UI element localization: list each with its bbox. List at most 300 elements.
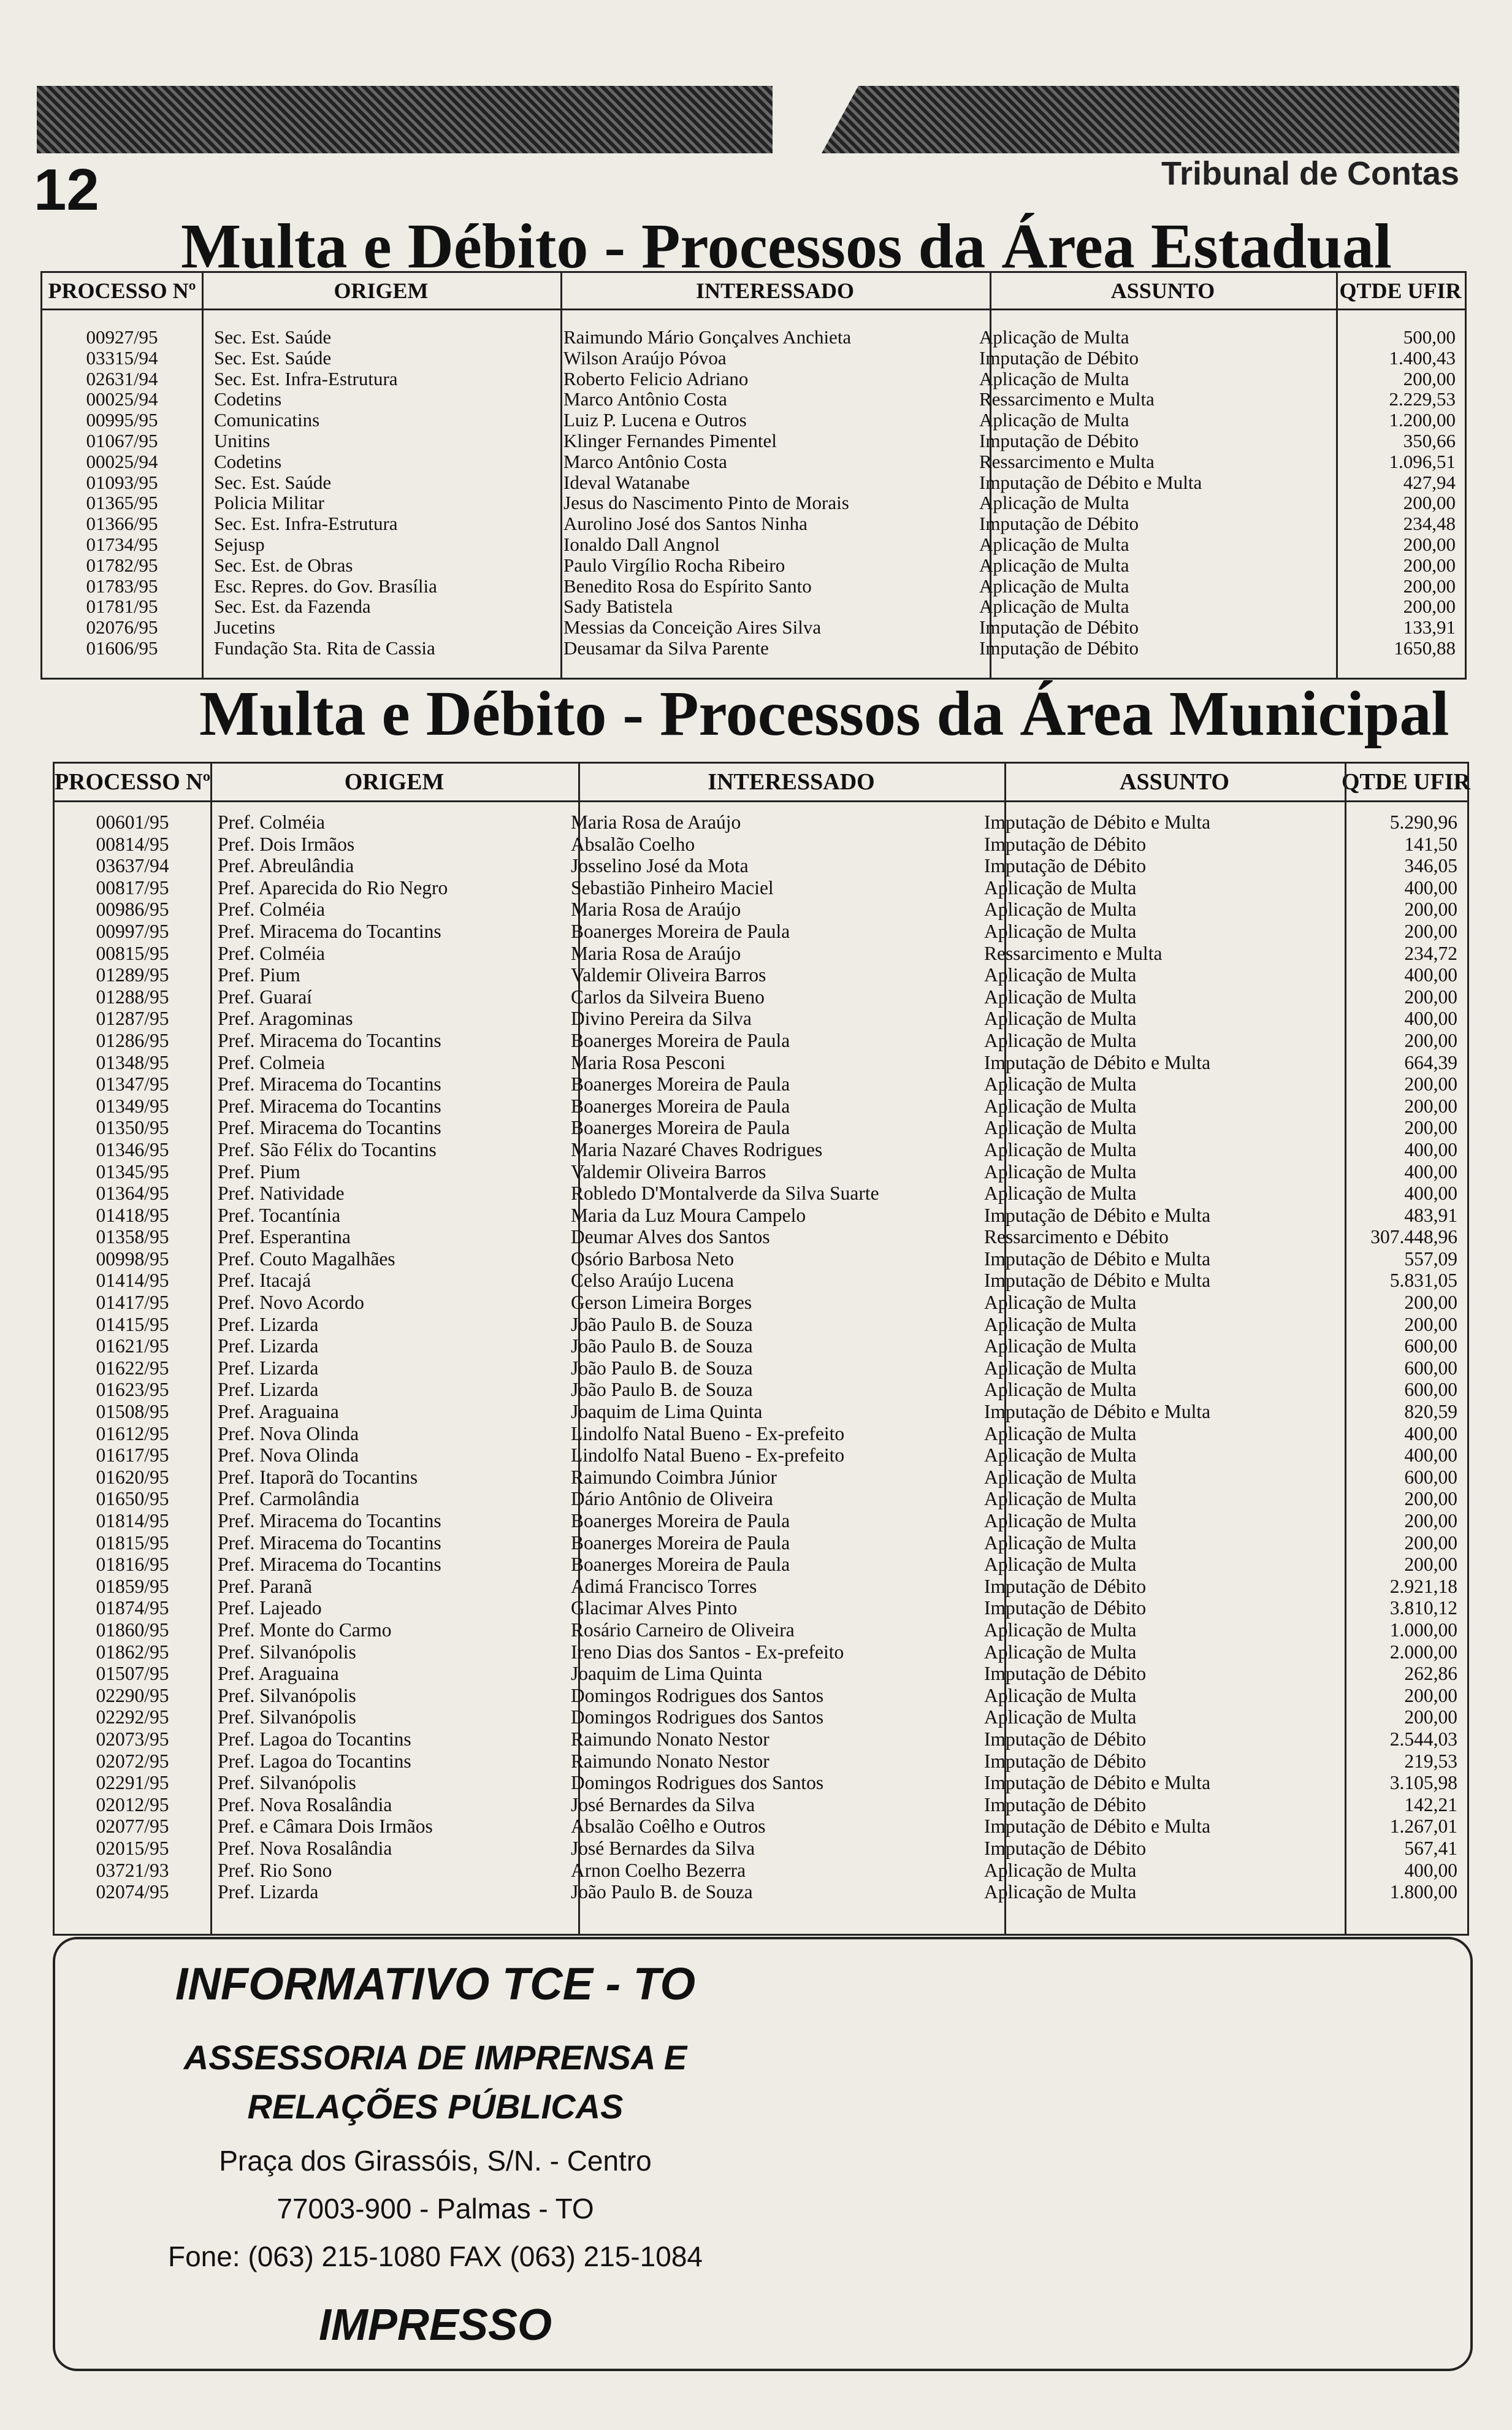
- table-cell: 02015/95: [96, 1837, 169, 1859]
- table-cell: 02076/95: [86, 616, 158, 638]
- table-cell: Aplicação de Multa: [984, 1444, 1137, 1466]
- table-cell: 02077/95: [96, 1815, 169, 1838]
- table-cell: Aplicação de Multa: [984, 1619, 1137, 1641]
- table-cell: 00814/95: [96, 833, 169, 855]
- table-cell: 200,00: [1404, 1531, 1457, 1554]
- header-interessado: INTERESSADO: [708, 769, 875, 795]
- table-cell: 01781/95: [86, 596, 158, 618]
- table-cell: Absalão Coêlho e Outros: [571, 1815, 766, 1838]
- table-cell: Ireno Dias dos Santos - Ex-prefeito: [571, 1641, 844, 1663]
- table-cell: 346,05: [1404, 855, 1457, 877]
- header-band-left: [37, 86, 773, 153]
- table-cell: Pref. Lizarda: [218, 1335, 319, 1357]
- table-cell: Imputação de Débito: [979, 429, 1139, 451]
- table-cell: Pref. Araguaina: [218, 1401, 339, 1423]
- table-cell: 1.800,00: [1389, 1881, 1457, 1903]
- phone-line: Fone: (063) 215-1080 FAX (063) 215-1084: [167, 2240, 703, 2272]
- table-cell: 500,00: [1403, 326, 1456, 348]
- table-cell: 200,00: [1404, 1684, 1457, 1706]
- table-cell: 200,00: [1404, 1313, 1457, 1335]
- column-assunto: [979, 327, 1202, 659]
- table-municipal: [53, 762, 1469, 1936]
- table-cell: Josselino José da Mota: [571, 855, 749, 877]
- column-origem: [218, 811, 448, 1903]
- table-cell: Aplicação de Multa: [984, 1117, 1137, 1139]
- table-cell: Pref. Colméia: [218, 942, 325, 964]
- relacoes-line: RELAÇÕES PÚBLICAS: [247, 2087, 624, 2126]
- table-cell: 1.267,01: [1389, 1815, 1457, 1838]
- table-cell: 200,00: [1404, 899, 1457, 921]
- table-cell: Aplicação de Multa: [984, 1641, 1137, 1663]
- table-cell: 00815/95: [96, 942, 169, 964]
- table-cell: Aplicação de Multa: [984, 1379, 1137, 1401]
- table-cell: Aplicação de Multa: [984, 1335, 1137, 1357]
- table-cell: Imputação de Débito e Multa: [984, 1248, 1211, 1270]
- header-qtde: QTDE UFIR: [1341, 769, 1471, 795]
- table-header: [42, 273, 1465, 310]
- table-cell: Aplicação de Multa: [984, 1859, 1137, 1881]
- table-cell: 664,39: [1404, 1051, 1457, 1073]
- table-cell: 01345/95: [96, 1160, 169, 1182]
- table-cell: 200,00: [1404, 1117, 1457, 1139]
- table-cell: Pref. Miracema do Tocantins: [218, 1554, 441, 1576]
- table-cell: Lindolfo Natal Bueno - Ex-prefeito: [571, 1422, 845, 1444]
- table-cell: Boanerges Moreira de Paula: [571, 1117, 790, 1139]
- header-qtde: QTDE UFIR: [1339, 278, 1462, 303]
- table-cell: Aplicação de Multa: [979, 554, 1129, 576]
- table-cell: 142,21: [1404, 1793, 1457, 1815]
- table-cell: João Paulo B. de Souza: [571, 1335, 753, 1357]
- table-cell: 01650/95: [96, 1488, 169, 1510]
- table-cell: 01348/95: [96, 1051, 169, 1073]
- table-cell: Esc. Repres. do Gov. Brasília: [214, 575, 437, 597]
- header-origem: ORIGEM: [344, 769, 445, 795]
- table-cell: 01860/95: [96, 1619, 169, 1641]
- table-cell: 600,00: [1404, 1466, 1457, 1488]
- table-cell: Aplicação de Multa: [984, 1160, 1137, 1182]
- table-cell: Sec. Est. Infra-Estrutura: [214, 367, 398, 389]
- table-cell: Sec. Est. Saúde: [214, 326, 332, 348]
- table-cell: Pref. Silvanópolis: [218, 1772, 356, 1794]
- table-cell: 3.105,98: [1389, 1772, 1457, 1794]
- table-cell: Pref. e Câmara Dois Irmãos: [218, 1815, 433, 1838]
- table-cell: Policia Militar: [214, 492, 324, 514]
- table-cell: Aplicação de Multa: [979, 492, 1129, 514]
- table-cell: 02291/95: [96, 1772, 169, 1794]
- table-cell: 307.448,96: [1370, 1226, 1457, 1248]
- table-cell: 01288/95: [96, 986, 169, 1008]
- table-cell: Divino Pereira da Silva: [571, 1008, 752, 1030]
- table-cell: 01620/95: [96, 1466, 169, 1488]
- table-cell: Aplicação de Multa: [984, 1357, 1137, 1379]
- table-cell: Pref. Couto Magalhães: [218, 1248, 395, 1270]
- table-cell: Pref. Silvanópolis: [218, 1684, 356, 1706]
- table-cell: 01783/95: [86, 575, 158, 597]
- table-cell: 1.000,00: [1389, 1619, 1457, 1641]
- table-cell: 01093/95: [86, 471, 158, 493]
- table-cell: 01418/95: [96, 1204, 169, 1226]
- impresso-label: IMPRESSO: [318, 2301, 552, 2350]
- informativo-box: [53, 1937, 1473, 2371]
- table-cell: 00025/94: [86, 450, 158, 472]
- table-cell: Aplicação de Multa: [984, 1292, 1137, 1314]
- table-cell: Aplicação de Multa: [984, 1684, 1137, 1706]
- table-cell: Aplicação de Multa: [984, 1095, 1137, 1117]
- table-cell: Sady Batistela: [563, 596, 673, 618]
- table-cell: Osório Barbosa Neto: [571, 1248, 734, 1270]
- table-cell: Raimundo Mário Gonçalves Anchieta: [563, 326, 852, 348]
- table-cell: 1.096,51: [1389, 450, 1456, 472]
- table-cell: Pref. Novo Acordo: [218, 1292, 364, 1314]
- table-cell: 1.200,00: [1389, 409, 1456, 431]
- table-cell: 219,53: [1404, 1750, 1457, 1772]
- table-cell: 01350/95: [96, 1117, 169, 1139]
- header-processo: PROCESSO Nº: [48, 278, 196, 303]
- header-origem: ORIGEM: [334, 278, 429, 303]
- table-cell: 200,00: [1403, 596, 1456, 618]
- table-cell: 133,91: [1403, 616, 1456, 638]
- table-cell: Pref. Monte do Carmo: [218, 1619, 392, 1641]
- table-cell: Aplicação de Multa: [984, 1881, 1137, 1903]
- column-origem: [214, 327, 437, 659]
- table-cell: Ressarcimento e Multa: [979, 450, 1155, 472]
- table-cell: Jucetins: [214, 616, 275, 638]
- table-cell: Aplicação de Multa: [984, 1531, 1137, 1554]
- table-cell: Unitins: [214, 429, 270, 451]
- table-cell: Aplicação de Multa: [984, 1313, 1137, 1335]
- table-cell: Sec. Est. Saúde: [214, 471, 332, 493]
- table-cell: Aplicação de Multa: [984, 920, 1137, 942]
- table-cell: 01874/95: [96, 1597, 169, 1619]
- table-cell: Adimá Francisco Torres: [571, 1575, 757, 1597]
- table-cell: Pref. Pium: [218, 1160, 300, 1182]
- table-cell: 5.290,96: [1389, 811, 1457, 833]
- table-cell: 400,00: [1404, 1160, 1457, 1182]
- table-cell: Raimundo Nonato Nestor: [571, 1750, 769, 1772]
- table-cell: Arnon Coelho Bezerra: [571, 1859, 746, 1881]
- table-cell: Pref. Miracema do Tocantins: [218, 1531, 441, 1554]
- table-cell: Sec. Est. Infra-Estrutura: [214, 513, 398, 535]
- column-divider: [560, 273, 562, 678]
- table-cell: Pref. Miracema do Tocantins: [218, 1117, 441, 1139]
- table-cell: Sejusp: [214, 533, 265, 555]
- table-cell: Klinger Fernandes Pimentel: [563, 429, 777, 451]
- table-cell: Aplicação de Multa: [979, 409, 1129, 431]
- table-cell: Pref. Colmeia: [218, 1051, 325, 1073]
- table-cell: 01782/95: [86, 554, 158, 576]
- table-cell: 400,00: [1404, 1138, 1457, 1160]
- table-cell: Pref. Esperantina: [218, 1226, 351, 1248]
- table-cell: Pref. Pium: [218, 964, 300, 986]
- table-cell: Pref. Aparecida do Rio Negro: [218, 876, 448, 899]
- table-cell: 234,72: [1404, 942, 1457, 964]
- table-cell: Imputação de Débito: [984, 833, 1147, 855]
- cep-line: 77003-900 - Palmas - TO: [277, 2193, 594, 2225]
- table-cell: Aplicação de Multa: [984, 1029, 1137, 1051]
- table-estadual: [40, 271, 1467, 680]
- table-cell: Valdemir Oliveira Barros: [571, 1160, 766, 1182]
- table-cell: Pref. Natividade: [218, 1182, 345, 1205]
- table-cell: Lindolfo Natal Bueno - Ex-prefeito: [571, 1444, 845, 1466]
- table-cell: Imputação de Débito e Multa: [984, 811, 1211, 833]
- table-cell: 01622/95: [96, 1357, 169, 1379]
- table-cell: Aplicação de Multa: [984, 1706, 1137, 1728]
- table-header: [54, 764, 1471, 802]
- table-cell: 00025/94: [86, 388, 158, 410]
- table-cell: Pref. Itacajá: [218, 1270, 311, 1292]
- address-line: Praça dos Girassóis, S/N. - Centro: [219, 2145, 652, 2177]
- column-assunto: [984, 811, 1210, 1903]
- table-cell: Pref. Paranã: [218, 1575, 312, 1597]
- table-cell: Aplicação de Multa: [979, 575, 1129, 597]
- table-cell: Aplicação de Multa: [984, 1138, 1137, 1160]
- header-band-right: [822, 86, 1459, 153]
- table-cell: Aplicação de Multa: [984, 876, 1137, 899]
- table-cell: 00601/95: [96, 811, 169, 833]
- table-cell: Aplicação de Multa: [984, 1182, 1137, 1205]
- table-cell: Pref. Lizarda: [218, 1357, 319, 1379]
- table-cell: 01621/95: [96, 1335, 169, 1357]
- table-cell: 01814/95: [96, 1510, 169, 1531]
- table-cell: 03315/94: [86, 347, 158, 369]
- table-cell: 02631/94: [86, 367, 158, 389]
- table-cell: Marco Antônio Costa: [563, 450, 727, 472]
- table-cell: Aplicação de Multa: [984, 1422, 1137, 1444]
- table-cell: Imputação de Débito: [984, 1597, 1147, 1619]
- table-cell: 5.831,05: [1389, 1270, 1457, 1292]
- table-cell: 02292/95: [96, 1706, 169, 1728]
- table-cell: 557,09: [1404, 1248, 1457, 1270]
- table-cell: 02012/95: [96, 1793, 169, 1815]
- table-cell: Pref. Tocantínia: [218, 1204, 341, 1226]
- table-cell: 600,00: [1404, 1379, 1457, 1401]
- table-cell: Glacimar Alves Pinto: [571, 1597, 738, 1619]
- table-cell: 400,00: [1404, 1444, 1457, 1466]
- table-cell: Pref. Nova Olinda: [218, 1444, 359, 1466]
- table-cell: 200,00: [1404, 986, 1457, 1008]
- table-cell: 01364/95: [96, 1182, 169, 1205]
- table-cell: 01415/95: [96, 1313, 169, 1335]
- table-cell: 00995/95: [86, 409, 158, 431]
- table-cell: Aplicação de Multa: [984, 1466, 1137, 1488]
- table-cell: Pref. Nova Rosalândia: [218, 1837, 392, 1859]
- table-cell: José Bernardes da Silva: [571, 1837, 755, 1859]
- table-cell: 01507/95: [96, 1663, 169, 1685]
- table-cell: Imputação de Débito: [979, 347, 1139, 369]
- table-cell: João Paulo B. de Souza: [571, 1881, 753, 1903]
- column-interessado: [563, 327, 851, 659]
- header-processo: PROCESSO Nº: [54, 769, 211, 795]
- table-cell: Pref. Abreulândia: [218, 855, 354, 877]
- table-cell: Pref. Miracema do Tocantins: [218, 920, 441, 942]
- table-cell: 400,00: [1404, 876, 1457, 899]
- table-cell: 01816/95: [96, 1554, 169, 1576]
- table-cell: Imputação de Débito: [979, 513, 1139, 535]
- table-cell: Robledo D'Montalverde da Silva Suarte: [571, 1182, 879, 1205]
- table-cell: 600,00: [1404, 1357, 1457, 1379]
- table-cell: 01859/95: [96, 1575, 169, 1597]
- table-cell: 01612/95: [96, 1422, 169, 1444]
- table-cell: Boanerges Moreira de Paula: [571, 1510, 790, 1531]
- table-cell: 00927/95: [86, 326, 158, 348]
- table-cell: Imputação de Débito: [984, 1793, 1147, 1815]
- table-cell: Valdemir Oliveira Barros: [571, 964, 766, 986]
- table-cell: 200,00: [1404, 1706, 1457, 1728]
- table-cell: Aplicação de Multa: [979, 596, 1129, 618]
- table-cell: 200,00: [1404, 1554, 1457, 1576]
- table-cell: Comunicatins: [214, 409, 320, 431]
- table-cell: 01349/95: [96, 1095, 169, 1117]
- table-cell: Domingos Rodrigues dos Santos: [571, 1684, 824, 1706]
- table-cell: Jesus do Nascimento Pinto de Morais: [563, 492, 849, 514]
- table-cell: Imputação de Débito: [984, 1575, 1147, 1597]
- table-cell: 400,00: [1404, 964, 1457, 986]
- column-processo: [55, 811, 210, 1903]
- table-cell: Pref. Lajeado: [218, 1597, 322, 1619]
- table-cell: Absalão Coelho: [571, 833, 695, 855]
- table-cell: 400,00: [1404, 1182, 1457, 1205]
- table-cell: Pref. Guaraí: [218, 986, 312, 1008]
- table-cell: 01365/95: [86, 492, 158, 514]
- table-cell: Maria Nazaré Chaves Rodrigues: [571, 1138, 823, 1160]
- table-cell: Wilson Araújo Póvoa: [563, 347, 727, 369]
- table-cell: Ressarcimento e Débito: [984, 1226, 1169, 1248]
- table-cell: Joaquim de Lima Quinta: [571, 1401, 763, 1423]
- table-cell: Aplicação de Multa: [984, 1488, 1137, 1510]
- table-cell: 600,00: [1404, 1335, 1457, 1357]
- table-cell: Ideval Watanabe: [563, 471, 690, 493]
- table-cell: 3.810,12: [1389, 1597, 1457, 1619]
- table-cell: 2.544,03: [1389, 1728, 1457, 1750]
- table-cell: 1650,88: [1394, 637, 1456, 659]
- table-cell: 00997/95: [96, 920, 169, 942]
- table-cell: 400,00: [1404, 1859, 1457, 1881]
- table-cell: Pref. Silvanópolis: [218, 1641, 356, 1663]
- table-cell: Raimundo Coimbra Júnior: [571, 1466, 777, 1488]
- table-cell: 01617/95: [96, 1444, 169, 1466]
- table-cell: Imputação de Débito e Multa: [984, 1772, 1211, 1794]
- table-cell: Imputação de Débito: [984, 1728, 1147, 1750]
- table-cell: Pref. Lizarda: [218, 1313, 319, 1335]
- table-cell: 03721/93: [96, 1859, 169, 1881]
- table-cell: 262,86: [1404, 1663, 1457, 1685]
- table-cell: 200,00: [1404, 1488, 1457, 1510]
- table-cell: Pref. Nova Rosalândia: [218, 1793, 392, 1815]
- table-cell: 02290/95: [96, 1684, 169, 1706]
- table-cell: João Paulo B. de Souza: [571, 1379, 753, 1401]
- table-cell: Benedito Rosa do Espírito Santo: [563, 575, 812, 597]
- table-cell: Fundação Sta. Rita de Cassia: [214, 637, 435, 659]
- page-number: 12: [34, 157, 99, 223]
- table-cell: 01067/95: [86, 429, 158, 451]
- table-cell: Aurolino José dos Santos Ninha: [563, 513, 808, 535]
- table-cell: Boanerges Moreira de Paula: [571, 920, 790, 942]
- table-cell: Boanerges Moreira de Paula: [571, 1029, 790, 1051]
- table-cell: 200,00: [1404, 1095, 1457, 1117]
- table-cell: 1.400,43: [1389, 347, 1456, 369]
- table-cell: Domingos Rodrigues dos Santos: [571, 1706, 824, 1728]
- section-title-municipal: Multa e Débito - Processos da Área Municipal: [199, 678, 1449, 749]
- table-cell: Pref. Miracema do Tocantins: [218, 1029, 441, 1051]
- table-cell: 01862/95: [96, 1641, 169, 1663]
- table-cell: Ionaldo Dall Angnol: [563, 533, 720, 555]
- table-cell: Pref. Carmolândia: [218, 1488, 359, 1510]
- table-cell: Pref. Miracema do Tocantins: [218, 1510, 441, 1531]
- table-cell: Imputação de Débito e Multa: [984, 1051, 1211, 1073]
- table-cell: 00817/95: [96, 876, 169, 899]
- table-cell: Imputação de Débito: [984, 1663, 1147, 1685]
- table-cell: 01606/95: [86, 637, 158, 659]
- header-interessado: INTERESSADO: [695, 278, 855, 303]
- table-cell: Raimundo Nonato Nestor: [571, 1728, 769, 1750]
- table-cell: 400,00: [1404, 1422, 1457, 1444]
- table-cell: Pref. São Félix do Tocantins: [218, 1138, 437, 1160]
- table-cell: Aplicação de Multa: [984, 1510, 1137, 1531]
- table-cell: João Paulo B. de Souza: [571, 1313, 753, 1335]
- table-cell: 01417/95: [96, 1292, 169, 1314]
- table-cell: 200,00: [1403, 367, 1456, 389]
- table-cell: Pref. Miracema do Tocantins: [218, 1095, 441, 1117]
- table-cell: 567,41: [1404, 1837, 1457, 1859]
- table-cell: Aplicação de Multa: [984, 1554, 1137, 1576]
- table-cell: Domingos Rodrigues dos Santos: [571, 1772, 824, 1794]
- table-cell: Sec. Est. Saúde: [214, 347, 332, 369]
- table-cell: Imputação de Débito e Multa: [984, 1815, 1211, 1838]
- table-cell: 200,00: [1404, 1510, 1457, 1531]
- table-cell: Imputação de Débito e Multa: [979, 471, 1202, 493]
- table-cell: 200,00: [1403, 533, 1456, 555]
- table-cell: José Bernardes da Silva: [571, 1793, 755, 1815]
- table-cell: 02074/95: [96, 1881, 169, 1903]
- table-cell: 200,00: [1404, 1073, 1457, 1095]
- table-cell: 01346/95: [96, 1138, 169, 1160]
- table-cell: 200,00: [1403, 575, 1456, 597]
- table-cell: Imputação de Débito: [984, 1750, 1147, 1772]
- table-cell: Codetins: [214, 388, 282, 410]
- table-cell: Rosário Carneiro de Oliveira: [571, 1619, 795, 1641]
- table-cell: 2.229,53: [1389, 388, 1456, 410]
- table-cell: Pref. Itaporã do Tocantins: [218, 1466, 418, 1488]
- table-cell: 200,00: [1403, 492, 1456, 514]
- table-cell: 01508/95: [96, 1401, 169, 1423]
- publication-name: Tribunal de Contas: [1161, 155, 1459, 192]
- table-cell: 02073/95: [96, 1728, 169, 1750]
- table-cell: Carlos da Silveira Bueno: [571, 986, 765, 1008]
- table-cell: Boanerges Moreira de Paula: [571, 1531, 790, 1554]
- table-cell: 00998/95: [96, 1248, 169, 1270]
- table-cell: 00986/95: [96, 899, 169, 921]
- table-cell: Aplicação de Multa: [979, 533, 1129, 555]
- table-cell: Boanerges Moreira de Paula: [571, 1073, 790, 1095]
- table-cell: Imputação de Débito: [979, 637, 1139, 659]
- column-interessado: [571, 811, 879, 1903]
- table-cell: 01414/95: [96, 1270, 169, 1292]
- header-assunto: ASSUNTO: [1120, 769, 1229, 795]
- table-cell: 427,94: [1403, 471, 1456, 493]
- table-cell: Maria da Luz Moura Campelo: [571, 1204, 806, 1226]
- table-cell: Pref. Lizarda: [218, 1379, 319, 1401]
- table-cell: Pref. Lagoa do Tocantins: [218, 1750, 411, 1772]
- table-cell: 03637/94: [96, 855, 169, 877]
- table-cell: João Paulo B. de Souza: [571, 1357, 753, 1379]
- column-qtde: [1345, 811, 1457, 1903]
- table-cell: 350,66: [1403, 429, 1456, 451]
- table-cell: Messias da Conceição Aires Silva: [563, 616, 822, 638]
- table-cell: Aplicação de Multa: [984, 986, 1137, 1008]
- table-cell: Pref. Nova Olinda: [218, 1422, 359, 1444]
- table-cell: 01286/95: [96, 1029, 169, 1051]
- table-cell: Imputação de Débito e Multa: [984, 1270, 1211, 1292]
